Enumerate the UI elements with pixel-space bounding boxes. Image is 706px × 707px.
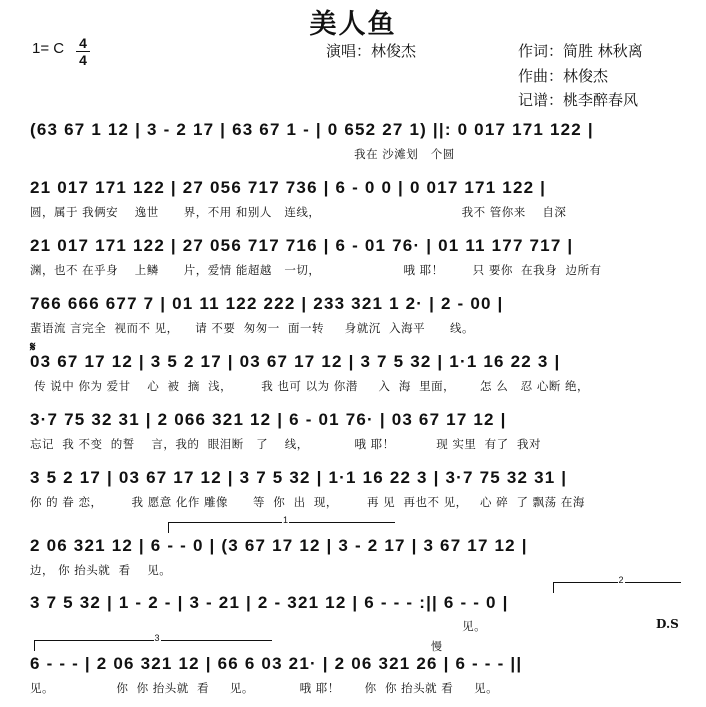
notation-row: 3·7 75 32 31 | 2 066 321 12 | 6 - 01 76· | 03 67 17 12 | [30,410,507,429]
dal-segno-mark: D.S [656,617,679,631]
lyric-row: 忘记 我 不变 的誓 言，我的 眼泪断 了 线， 哦 耶！ 现 实里 有了 我对 [30,437,541,451]
composer-credit: 作曲：林俊杰 [518,67,609,85]
tempo-slow-mark: 慢 [431,640,442,653]
notation-row: 2 06 321 12 | 6 - - 0 | (3 67 17 12 | 3 - 2 17 | 3 67 17 12 | [30,536,528,555]
key-signature: 1= C [32,40,65,57]
time-signature-bottom: 4 [79,52,87,68]
time-signature-top: 4 [79,35,87,51]
notation-row: 6 - - - | 2 06 321 12 | 66 6 03 21· | 2 06 321 26 | 6 - - - || [30,654,523,673]
notation-row: 3 5 2 17 | 03 67 17 12 | 3 7 5 32 | 1·1 16 22 3 | 3·7 75 32 31 | [30,468,568,487]
volta-bracket-3 [34,633,272,651]
lyric-row: 圆，属于 我俩安 逸世 界，不用 和别人 连线， 我不 管你来 自深 [30,205,567,219]
lyric-row: 我在 沙滩划 个圆 [30,147,455,161]
volta-number-3: 3 [154,633,160,643]
segno-sign: 𝄋 [30,340,36,355]
volta-number-2: 2 [618,575,624,585]
notation-row: 21 017 171 122 | 27 056 717 736 | 6 - 0 0 | 0 017 171 122 | [30,178,547,197]
notation-row: 03 67 17 12 | 3 5 2 17 | 03 67 17 12 | 3 7 5 32 | 1·1 16 22 3 | [30,352,561,371]
lyric-row: 你 的 眷 恋， 我 愿意 化作 雕像 等 你 出 现， 再 见 再也不 见， 心 碎 了 飘荡 在海 [30,495,585,509]
notation-row: (63 67 1 12 | 3 - 2 17 | 63 67 1 - | 0 652 27 1) ||: 0 017 171 122 | [30,120,594,139]
notation-row: 3 7 5 32 | 1 - 2 - | 3 - 21 | 2 - 321 12 | 6 - - - :|| 6 - - 0 | [30,593,509,612]
lyric-row: 见。 [30,619,487,633]
song-title: 美人鱼 [309,9,397,40]
lyric-row: 见。 你 你 抬头就 看 见。 哦 耶！ 你 你 抬头就 看 见。 [30,681,499,695]
time-signature [76,36,90,67]
volta-number-1: 1 [283,515,289,525]
lyricist-credit: 作词：简胜 林秋离 [518,42,643,60]
lyric-row: 传 说中 你为 爱甘 心 被 摘 浅， 我 也可 以为 你潜 入 海 里面， 怎 么 忍 心断 绝， [30,379,589,393]
notation-row: 766 666 677 7 | 01 11 122 222 | 233 321 1 2· | 2 - 00 | [30,294,504,313]
singer-credit: 演唱：林俊杰 [326,42,417,60]
lyric-row: 边， 你 抬头就 看 见。 [30,563,172,577]
transcriber-credit: 记谱：桃李醉春风 [518,91,639,109]
notation-row: 21 017 171 122 | 27 056 717 716 | 6 - 01 76· | 01 11 177 717 | [30,236,574,255]
lyric-row: 蜚语流 言完全 视而不 见， 请 不要 匆匆一 面一转 身就沉 入海平 线。 [30,321,475,335]
lyric-row: 渊，也不 在乎身 上鳞 片，爱情 能超越 一切， 哦 耶！ 只 要你 在我身 边所有 [30,263,602,277]
volta-bracket-2 [553,575,681,593]
volta-bracket-1 [168,515,395,533]
